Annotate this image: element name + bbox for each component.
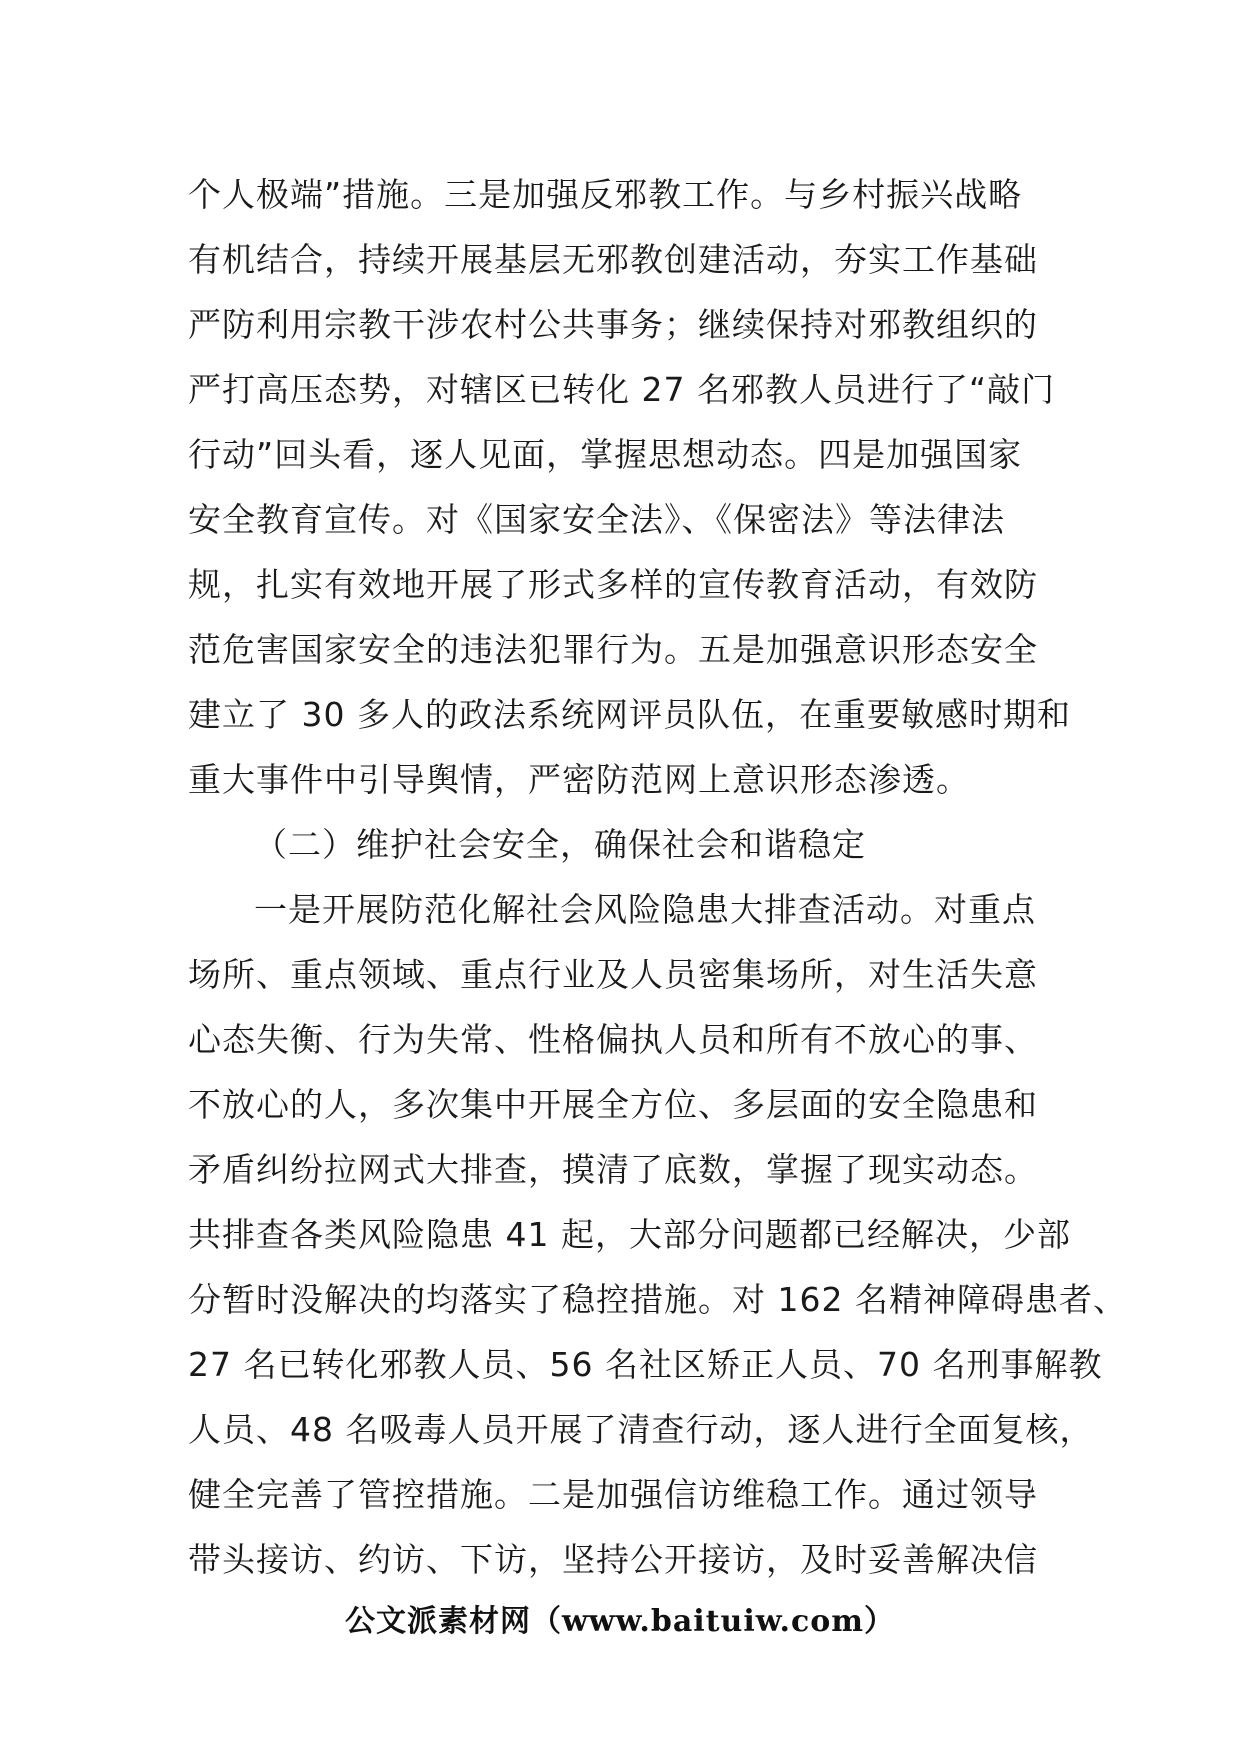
text-line: 心态失衡、行为失常、性格偏执人员和所有不放心的事、 [188,1020,1038,1059]
text-line: 建立了 30 多人的政法系统网评员队伍，在重要敏感时期和 [188,695,1071,734]
text-line: 分暂时没解决的均落实了稳控措施。对 162 名精神障碍患者、 [188,1280,1127,1319]
text-line: 范危害国家安全的违法犯罪行为。五是加强意识形态安全 [188,630,1038,669]
text-line: 人员、48 名吸毒人员开展了清查行动，逐人进行全面复核， [188,1410,1094,1449]
text-line: 矛盾纠纷拉网式大排查，摸清了底数，掌握了现实动态。 [188,1150,1038,1189]
body-text [188,162,1127,1592]
text-line: 场所、重点领域、重点行业及人员密集场所，对生活失意 [188,955,1038,994]
text-line: 共排查各类风险隐患 41 起，大部分问题都已经解决，少部 [188,1215,1071,1254]
footer-watermark: 公文派素材网（www.baituiw.com） [344,1604,896,1639]
text-line: 带头接访、约访、下访，坚持公开接访，及时妥善解决信 [188,1540,1038,1579]
text-line: 不放心的人，多次集中开展全方位、多层面的安全隐患和 [188,1085,1038,1124]
text-line: 严打高压态势，对辖区已转化 27 名邪教人员进行了“敲门 [188,370,1056,409]
text-line: 有机结合，持续开展基层无邪教创建活动，夯实工作基础 [188,240,1038,279]
paragraph-first-line: 一是开展防范化解社会风险隐患大排查活动。对重点 [254,890,1036,929]
section-heading: （二）维护社会安全，确保社会和谐稳定 [254,825,866,864]
text-line: 个人极端”措施。三是加强反邪教工作。与乡村振兴战略 [188,175,1023,214]
text-line: 严防利用宗教干涉农村公共事务；继续保持对邪教组织的 [188,305,1038,344]
text-line: 健全完善了管控措施。二是加强信访维稳工作。通过领导 [188,1475,1038,1514]
text-line: 安全教育宣传。对《国家安全法》、《保密法》等法律法 [188,500,1005,539]
text-line: 27 名已转化邪教人员、56 名社区矫正人员、70 名刑事解教 [188,1345,1103,1384]
text-line: 行动”回头看，逐人见面，掌握思想动态。四是加强国家 [188,435,1023,474]
text-line: 规，扎实有效地开展了形式多样的宣传教育活动，有效防 [188,565,1038,604]
text-line: 重大事件中引导舆情，严密防范网上意识形态渗透。 [188,760,970,799]
